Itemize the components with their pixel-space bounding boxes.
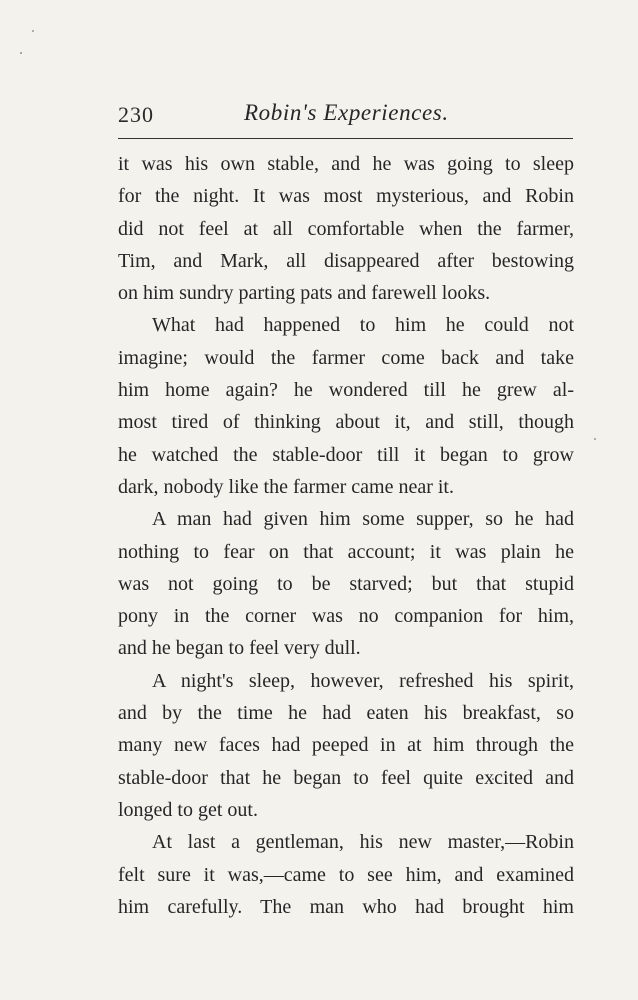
paper-speck (32, 30, 34, 32)
text-line: did not feel at all comfortable when the farmer, (118, 217, 574, 240)
text-line: was not going to be starved; but that stupid (118, 572, 574, 595)
text-line: dark, nobody like the farmer came near it. (118, 475, 454, 498)
header-rule (118, 138, 573, 139)
text-line: he watched the stable-door till it began to grow (118, 443, 574, 466)
text-line: Tim, and Mark, all disappeared after bestowing (118, 249, 574, 272)
page-number: 230 (118, 102, 154, 127)
text-line: At last a gentleman, his new master,—Robin (152, 831, 574, 854)
text-line: many new faces had peeped in at him through the (118, 734, 574, 757)
text-line: A man had given him some supper, so he had (152, 508, 574, 531)
page-header (118, 100, 574, 134)
text-line: imagine; would the farmer come back and take (118, 346, 574, 369)
text-line: What had happened to him he could not (152, 314, 574, 337)
running-title: Robin's Experiences. (244, 100, 449, 125)
text-line: on him sundry parting pats and farewell looks. (118, 282, 491, 305)
text-line: and he began to feel very dull. (118, 637, 361, 660)
text-line: longed to get out. (118, 798, 258, 821)
text-line: and by the time he had eaten his breakfast, so (118, 702, 574, 725)
body-text (118, 148, 574, 923)
text-line: him carefully. The man who had brought him (118, 895, 574, 918)
text-line: for the night. It was most mysterious, and Robin (118, 185, 574, 208)
text-line: stable-door that he began to feel quite excited and (118, 766, 574, 789)
text-line: him home again? he wondered till he grew al- (118, 379, 574, 402)
text-line: it was his own stable, and he was going to sleep (118, 153, 574, 175)
text-line: pony in the corner was no companion for him, (118, 605, 574, 628)
paper-speck (594, 438, 596, 440)
text-line: nothing to fear on that account; it was plain he (118, 540, 574, 563)
text-line: felt sure it was,—came to see him, and examined (118, 863, 574, 886)
text-line: most tired of thinking about it, and still, though (118, 411, 574, 434)
text-line: A night's sleep, however, refreshed his spirit, (152, 669, 574, 692)
paper-speck (20, 52, 22, 54)
